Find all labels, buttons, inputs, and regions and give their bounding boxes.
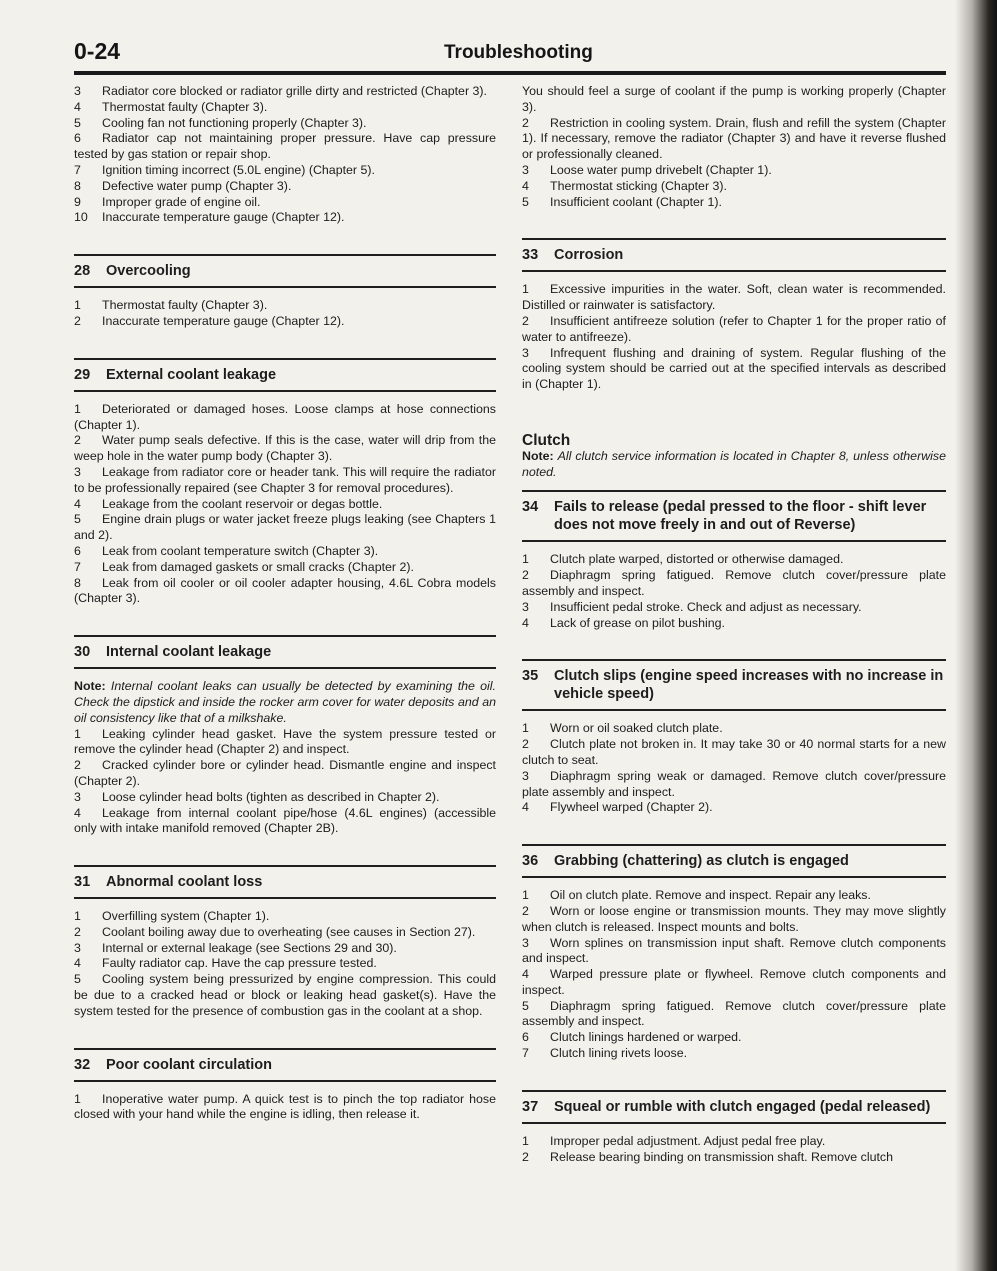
list-item: 1 Clutch plate warped, distorted or otherwise damaged. — [522, 552, 844, 567]
section-heading-28: 28 Overcooling — [74, 254, 496, 288]
right-column — [522, 84, 946, 1165]
list-item: 1 Excessive impurities in the water. Soft, clean water is recommended. Distilled or rainwater is satisfactory. — [522, 282, 946, 313]
list-item: 1 Inoperative water pump. A quick test is to pinch the top radiator hose closed with your hand while the engine is idling, then release it. — [74, 1091, 496, 1122]
list-item: 8 Defective water pump (Chapter 3). — [74, 178, 292, 193]
list-item: 2 Coolant boiling away due to overheating (see causes in Section 27). — [74, 924, 476, 939]
list-item: 7 Ignition timing incorrect (5.0L engine) (Chapter 5). — [74, 162, 375, 177]
list-item: 3 Loose water pump drivebelt (Chapter 1). — [522, 162, 772, 177]
list-item: 3 Radiator core blocked or radiator grille dirty and restricted (Chapter 3). — [74, 84, 487, 98]
list-item: 5 Cooling system being pressurized by engine compression. This could be due to a cracked head or block or leaking head gasket(s). Have the system tested for the presence of combustion gas in the coolant at a shop. — [74, 972, 496, 1018]
list-item: 4 Lack of grease on pilot bushing. — [522, 615, 725, 630]
list-item: 2 Diaphragm spring fatigued. Remove clutch cover/pressure plate assembly and inspect. — [522, 568, 946, 598]
list-item: 1 Deteriorated or damaged hoses. Loose clamps at hose connections (Chapter 1). — [74, 401, 496, 432]
list-item: 3 Loose cylinder head bolts (tighten as described in Chapter 2). — [74, 789, 440, 804]
section-heading-37: 37 Squeal or rumble with clutch engaged (pedal released) — [522, 1090, 946, 1124]
section-heading-35: 35 Clutch slips (engine speed increases with no increase in vehicle speed) — [522, 659, 946, 711]
list-item: 4 Flywheel warped (Chapter 2). — [522, 800, 713, 815]
list-item: 4 Thermostat faulty (Chapter 3). — [74, 99, 268, 114]
list-item: 2 Insufficient antifreeze solution (refer to Chapter 1 for the proper ratio of water to antifreeze). — [522, 313, 946, 344]
section-heading-34: 34 Fails to release (pedal pressed to the floor - shift lever does not move freely in and out of Reverse) — [522, 490, 946, 542]
page-number: 0-24 — [74, 38, 121, 64]
list-item: 3 Diaphragm spring weak or damaged. Remove clutch cover/pressure plate assembly and inspect. — [522, 768, 946, 799]
left-column — [74, 84, 496, 1123]
list-item: 7 Clutch lining rivets loose. — [522, 1046, 688, 1061]
list-item: 1 Leaking cylinder head gasket. Have the system pressure tested or remove the cylinder head (Chapter 2) and inspect. — [74, 726, 496, 757]
section-heading-31: 31 Abnormal coolant loss — [74, 865, 496, 899]
list-item: 1 Oil on clutch plate. Remove and inspect. Repair any leaks. — [522, 888, 871, 903]
list-item: 5 Diaphragm spring fatigued. Remove clutch cover/pressure plate assembly and inspect. — [522, 998, 946, 1029]
list-item: 2 Restriction in cooling system. Drain, flush and refill the system (Chapter 1). If necessary, remove the radiator (Chapter 3) and have it reverse flushed or professionally cleaned. — [522, 115, 946, 162]
list-item: 6 Clutch linings hardened or warped. — [522, 1030, 742, 1045]
list-item: 8 Leak from oil cooler or oil cooler adapter housing, 4.6L Cobra models (Chapter 3). — [74, 575, 496, 606]
section-heading-32: 32 Poor coolant circulation — [74, 1048, 496, 1082]
section-heading-30: 30 Internal coolant leakage — [74, 635, 496, 669]
list-item: 3 Infrequent flushing and draining of system. Regular flushing of the cooling system should be carried out at the specified intervals as described in (Chapter 1). — [522, 345, 946, 392]
list-item: 7 Leak from damaged gaskets or small cracks (Chapter 2). — [74, 559, 414, 574]
list-item: 4 Leakage from the coolant reservoir or degas bottle. — [74, 496, 383, 511]
list-item: 1 Improper pedal adjustment. Adjust pedal free play. — [522, 1133, 826, 1148]
list-item: 2 Worn or loose engine or transmission mounts. They may move slightly when clutch is released. Inspect mounts and bolts. — [522, 903, 946, 934]
list-item: 6 Radiator cap not maintaining proper pressure. Have cap pressure tested by gas station or repair shop. — [74, 131, 496, 162]
section-heading-36: 36 Grabbing (chattering) as clutch is engaged — [522, 844, 946, 878]
list-item: 3 Worn splines on transmission input shaft. Remove clutch components and inspect. — [522, 935, 946, 966]
list-item: 6 Leak from coolant temperature switch (Chapter 3). — [74, 543, 379, 558]
list-item: 3 Leakage from radiator core or header tank. This will require the radiator to be professionally repaired (see Chapter 3 for removal procedures). — [74, 464, 496, 495]
list-item: 4 Warped pressure plate or flywheel. Remove clutch components and inspect. — [522, 967, 946, 997]
list-item: 1 Overfilling system (Chapter 1). — [74, 909, 270, 924]
note: Note: All clutch service information is located in Chapter 8, unless otherwise noted. — [522, 448, 946, 479]
list-item: 4 Leakage from internal coolant pipe/hose (4.6L engines) (accessible only with intake manifold removed (Chapter 2B). — [74, 805, 496, 836]
section-heading-29: 29 External coolant leakage — [74, 358, 496, 392]
list-item: 5 Cooling fan not functioning properly (Chapter 3). — [74, 115, 367, 130]
list-item: 10 Inaccurate temperature gauge (Chapter 12). — [74, 210, 345, 225]
list-item: 5 Insufficient coolant (Chapter 1). — [522, 194, 722, 209]
list-item: 5 Engine drain plugs or water jacket freeze plugs leaking (see Chapters 1 and 2). — [74, 512, 496, 543]
list-item: 2 Release bearing binding on transmission shaft. Remove clutch — [522, 1149, 893, 1164]
list-item: 3 Internal or external leakage (see Sections 29 and 30). — [74, 940, 397, 955]
continued-text: You should feel a surge of coolant if the pump is working properly (Chapter 3). — [522, 84, 946, 114]
chapter-title: Troubleshooting — [444, 42, 593, 63]
note: Note: Internal coolant leaks can usually be detected by examining the oil. Check the dipstick and inside the rocker arm cover for water deposits and an oil consistency like that of a milkshake. — [74, 679, 496, 725]
list-item: 2 Cracked cylinder bore or cylinder head. Dismantle engine and inspect (Chapter 2). — [74, 758, 496, 788]
list-item: 3 Insufficient pedal stroke. Check and adjust as necessary. — [522, 599, 862, 614]
list-item: 9 Improper grade of engine oil. — [74, 194, 261, 209]
list-item: 2 Water pump seals defective. If this is the case, water will drip from the weep hole in the water pump body (Chapter 3). — [74, 433, 496, 464]
header-rule — [74, 71, 946, 75]
list-item: 1 Thermostat faulty (Chapter 3). — [74, 298, 268, 313]
list-item: 1 Worn or oil soaked clutch plate. — [522, 721, 723, 736]
section-heading-33: 33 Corrosion — [522, 238, 946, 272]
book-binding-shadow — [955, 0, 997, 1271]
list-item: 2 Clutch plate not broken in. It may take 30 or 40 normal starts for a new clutch to seat. — [522, 737, 946, 767]
page-header — [74, 38, 946, 78]
clutch-heading: Clutch — [522, 431, 571, 449]
list-item: 2 Inaccurate temperature gauge (Chapter 12). — [74, 313, 345, 328]
list-item: 4 Thermostat sticking (Chapter 3). — [522, 178, 727, 193]
intro-list — [74, 84, 496, 226]
list-item: 4 Faulty radiator cap. Have the cap pressure tested. — [74, 956, 377, 971]
